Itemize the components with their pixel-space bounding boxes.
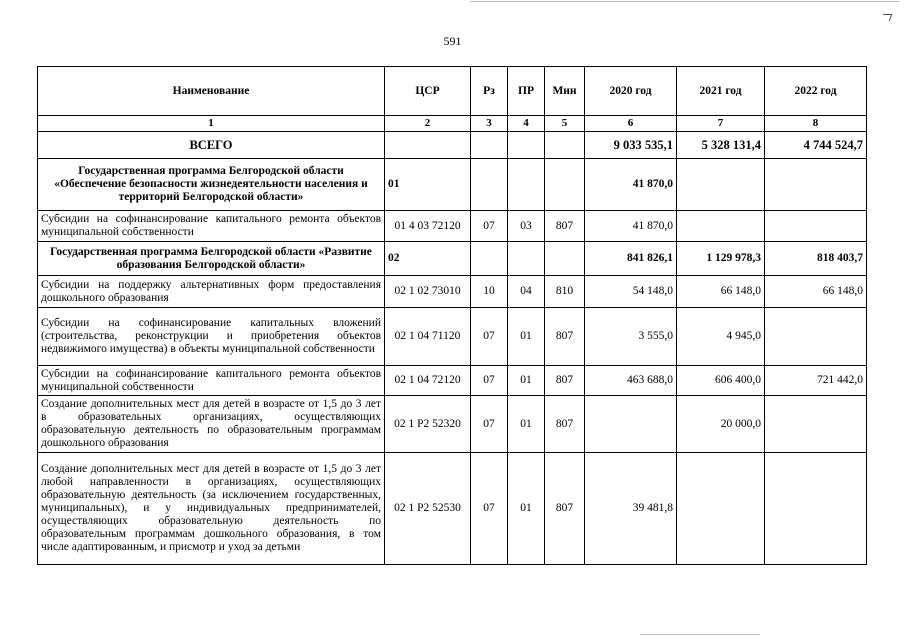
csr-cell: 02	[385, 242, 471, 276]
header-min: Мин	[545, 67, 585, 116]
pr-cell: 01	[508, 366, 545, 396]
table-cell	[385, 132, 471, 159]
page-number: 591	[443, 34, 462, 48]
scan-artifact-line	[640, 634, 760, 635]
rz-cell: 07	[471, 308, 508, 366]
value-2022: 721 442,0	[765, 366, 867, 396]
value-2022	[765, 211, 867, 242]
header-csr: ЦСР	[385, 67, 471, 116]
table-row-program	[38, 242, 867, 276]
column-numbers-row	[38, 116, 867, 132]
item-name: Субсидии на софинансирование капитального ремонта объектов муниципальной собственности	[38, 366, 385, 396]
rz-cell	[471, 159, 508, 211]
min-cell: 807	[545, 396, 585, 453]
value-2020	[585, 396, 677, 453]
rz-cell	[471, 242, 508, 276]
table-cell	[545, 132, 585, 159]
pr-cell: 01	[508, 308, 545, 366]
csr-cell: 02 1 P2 52530	[385, 453, 471, 565]
total-label: ВСЕГО	[38, 132, 385, 159]
pr-cell: 01	[508, 396, 545, 453]
min-cell: 807	[545, 211, 585, 242]
item-name: Субсидии на поддержку альтернативных форм предоставления дошкольного образования	[38, 276, 385, 308]
column-number: 4	[508, 116, 545, 132]
value-2020: 841 826,1	[585, 242, 677, 276]
scan-artifact-line	[470, 1, 900, 2]
value-2021: 1 129 978,3	[677, 242, 765, 276]
value-2021: 20 000,0	[677, 396, 765, 453]
header-2020: 2020 год	[585, 67, 677, 116]
table-row	[38, 308, 867, 366]
total-2021: 5 328 131,4	[677, 132, 765, 159]
min-cell	[545, 242, 585, 276]
column-number: 1	[38, 116, 385, 132]
csr-cell: 02 1 P2 52320	[385, 396, 471, 453]
csr-cell: 01 4 03 72120	[385, 211, 471, 242]
table-row	[38, 211, 867, 242]
rz-cell: 07	[471, 211, 508, 242]
value-2020: 54 148,0	[585, 276, 677, 308]
header-pr: ПР	[508, 67, 545, 116]
column-number: 6	[585, 116, 677, 132]
value-2021: 66 148,0	[677, 276, 765, 308]
column-number: 5	[545, 116, 585, 132]
table-row-program	[38, 159, 867, 211]
value-2020: 3 555,0	[585, 308, 677, 366]
value-2021: 4 945,0	[677, 308, 765, 366]
item-name: Субсидии на софинансирование капитального ремонта объектов муниципальной собственности	[38, 211, 385, 242]
min-cell: 807	[545, 308, 585, 366]
csr-cell: 02 1 04 71120	[385, 308, 471, 366]
rz-cell: 10	[471, 276, 508, 308]
min-cell: 807	[545, 453, 585, 565]
min-cell	[545, 159, 585, 211]
pr-cell: 03	[508, 211, 545, 242]
pr-cell	[508, 242, 545, 276]
program-name: Государственная программа Белгородской области «Развитие образования Белгородской области»	[38, 242, 385, 276]
table-cell	[508, 132, 545, 159]
value-2020: 463 688,0	[585, 366, 677, 396]
column-number: 3	[471, 116, 508, 132]
value-2020: 41 870,0	[585, 159, 677, 211]
total-row	[38, 132, 867, 159]
value-2022	[765, 453, 867, 565]
table-row	[38, 396, 867, 453]
value-2022	[765, 396, 867, 453]
value-2021: 606 400,0	[677, 366, 765, 396]
scan-artifact-mark	[881, 14, 893, 21]
pr-cell	[508, 159, 545, 211]
csr-cell: 02 1 04 72120	[385, 366, 471, 396]
program-name: Государственная программа Белгородской области «Обеспечение безопасности жизнедеятельности населения и территорий Белгородской области»	[38, 159, 385, 211]
pr-cell: 01	[508, 453, 545, 565]
rz-cell: 07	[471, 366, 508, 396]
table-row	[38, 366, 867, 396]
budget-table	[37, 66, 867, 565]
min-cell: 810	[545, 276, 585, 308]
header-rz: Рз	[471, 67, 508, 116]
value-2021	[677, 159, 765, 211]
min-cell: 807	[545, 366, 585, 396]
total-2020: 9 033 535,1	[585, 132, 677, 159]
table-row	[38, 276, 867, 308]
column-number: 2	[385, 116, 471, 132]
value-2021	[677, 211, 765, 242]
csr-cell: 01	[385, 159, 471, 211]
rz-cell: 07	[471, 453, 508, 565]
table-cell	[471, 132, 508, 159]
rz-cell: 07	[471, 396, 508, 453]
table-row	[38, 453, 867, 565]
item-name: Субсидии на софинансирование капитальных вложений (строительства, реконструкции и приобретения объектов недвижимого имущества) в объекты муниципальной собственности	[38, 308, 385, 366]
value-2021	[677, 453, 765, 565]
table-header-row	[38, 67, 867, 116]
item-name: Создание дополнительных мест для детей в возрасте от 1,5 до 3 лет в образовательных организациях, осуществляющих образовательную деятельность по образовательным программам дошкольного образования	[38, 396, 385, 453]
header-name: Наименование	[38, 67, 385, 116]
value-2022	[765, 159, 867, 211]
column-number: 7	[677, 116, 765, 132]
pr-cell: 04	[508, 276, 545, 308]
item-name: Создание дополнительных мест для детей в возрасте от 1,5 до 3 лет любой направленности в организациях, осуществляющих образовательную деятельность (за исключением государственных, муниципальных), и у индивидуальных предпринимателей, осуществляющих образовательную деятельность по образовательным программам дошкольного образования, в том числе адаптированным, и присмотр и уход за детьми	[38, 453, 385, 565]
header-2021: 2021 год	[677, 67, 765, 116]
value-2020: 41 870,0	[585, 211, 677, 242]
value-2022: 818 403,7	[765, 242, 867, 276]
total-2022: 4 744 524,7	[765, 132, 867, 159]
value-2022	[765, 308, 867, 366]
value-2020: 39 481,8	[585, 453, 677, 565]
column-number: 8	[765, 116, 867, 132]
value-2022: 66 148,0	[765, 276, 867, 308]
csr-cell: 02 1 02 73010	[385, 276, 471, 308]
header-2022: 2022 год	[765, 67, 867, 116]
